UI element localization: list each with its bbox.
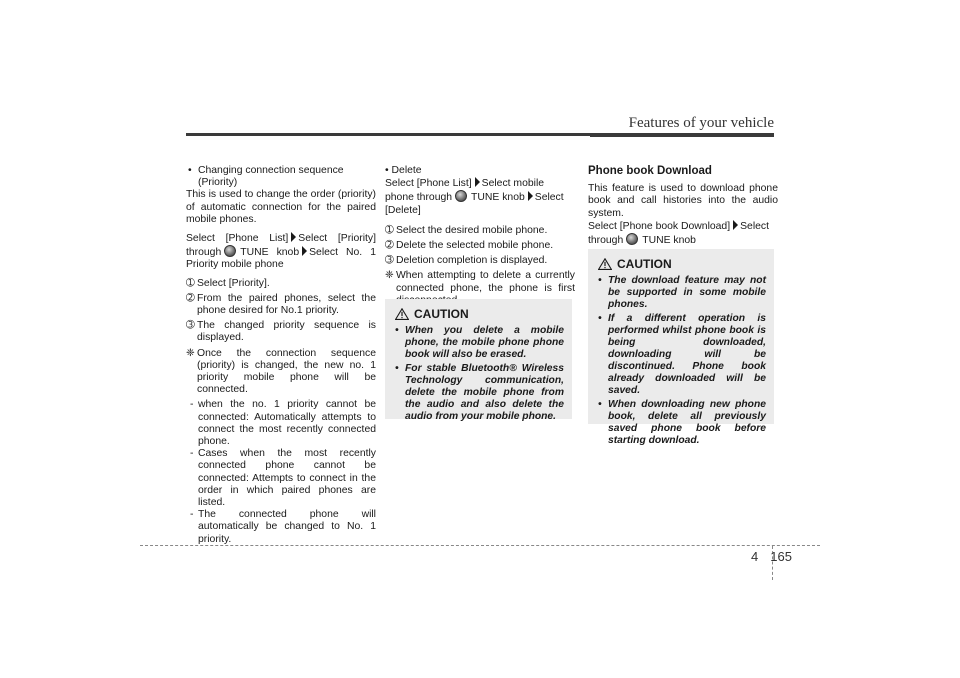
step-item <box>385 255 575 267</box>
dash-text: when the no. 1 priority cannot be connected: Automatically attempts to connect the most recently connected phone. <box>198 399 376 448</box>
step-text: Deletion completion is displayed. <box>396 255 548 267</box>
page-number <box>751 549 792 564</box>
section-heading: Phone book Download <box>588 165 712 177</box>
bullet-marker: • <box>188 165 192 176</box>
arrow-right-icon <box>291 232 296 242</box>
path-step: through <box>588 235 624 247</box>
caution-title: CAUTION <box>617 257 672 271</box>
chapter-number: 4 <box>751 549 759 564</box>
tune-knob-icon <box>224 245 236 257</box>
path-step: through <box>416 192 453 204</box>
caution-box-download <box>588 249 774 446</box>
caution-header <box>598 257 766 271</box>
section-bullet <box>186 165 376 189</box>
arrow-right-icon <box>733 220 738 230</box>
intro-text: This feature is used to download phone book and call histories into the audio system. <box>588 183 778 219</box>
menu-path <box>588 220 778 247</box>
path-step: TUNE knob <box>471 192 525 204</box>
arrow-right-icon <box>528 191 533 201</box>
step-number: ➁ <box>186 292 195 304</box>
menu-path <box>186 232 376 272</box>
step-text: From the paired phones, select the phone desired for No.1 priority. <box>197 292 376 317</box>
path-step: Select [Phone List] <box>186 233 289 245</box>
dash-text: Cases when the most recently connected phone cannot be connected: Attempts to connect in the order in which paired phones are listed. <box>198 448 376 509</box>
dash-text: The connected phone will automatically be changed to No. 1 priority. <box>198 509 376 545</box>
section-title: Changing connection sequence (Priority) <box>198 165 344 189</box>
caution-item: • If a different operation is performed whilst phone book is being downloaded, downloading will be discontinued. Phone book already downloaded will be saved. <box>598 313 766 396</box>
menu-path <box>385 177 575 217</box>
caution-item: • When downloading new phone book, delete all previously saved phone book before starting download. <box>598 399 766 446</box>
path-step: Select [Delete] <box>385 192 564 216</box>
section-title: Delete <box>391 165 422 176</box>
step-item <box>186 320 376 344</box>
tune-knob-icon <box>455 190 467 202</box>
step-number: ➀ <box>186 277 195 289</box>
step-text: Delete the selected mobile phone. <box>396 240 554 252</box>
caution-header <box>395 307 564 321</box>
warning-triangle-icon <box>395 308 409 320</box>
step-item <box>186 293 376 317</box>
dash-item: - The connected phone will automatically be changed to No. 1 priority. <box>190 509 376 545</box>
dash-item: - Cases when the most recently connected phone cannot be connected: Attempts to connect in the order in which paired phones are listed. <box>190 448 376 509</box>
step-number: ➀ <box>385 224 394 236</box>
path-step: through <box>186 247 222 259</box>
section-bullet: • Delete <box>385 165 422 176</box>
note-text: When attempting to delete a currently connected phone, the phone is first <box>396 270 575 294</box>
path-step: Select [Phone book Download] <box>588 220 731 232</box>
page-header-title: Features of your vehicle <box>628 115 774 131</box>
path-step: TUNE knob <box>240 247 300 259</box>
note-icon: ❈ <box>186 347 195 359</box>
path-step: Select No. 1 Priority mobile phone <box>186 247 376 271</box>
step-text: The changed priority sequence is displayed. <box>197 320 376 344</box>
caution-text: The download feature may not be supported in some mobile phones. <box>608 275 766 310</box>
path-step: Select [Priority] <box>298 233 376 245</box>
dash-item: - when the no. 1 priority cannot be connected: Automatically attempts to connect the most recently connected phone. <box>190 399 376 448</box>
step-number: ➂ <box>385 255 394 267</box>
caution-text: For stable Bluetooth® Wireless Technology communication, delete the mobile phone from the audio and also delete the audio from your mobile phone. <box>405 363 564 422</box>
caution-text: When you delete a mobile phone, the mobile phone phone book will also be erased. <box>405 325 564 360</box>
step-text: Select the desired mobile phone. <box>396 224 548 236</box>
column-phonebook <box>588 165 778 247</box>
column-delete <box>385 165 575 310</box>
path-step: Select <box>740 220 769 232</box>
header-rule-accent <box>590 133 774 137</box>
arrow-right-icon <box>475 177 480 187</box>
caution-box-delete <box>385 299 572 422</box>
footer-rule <box>140 545 820 546</box>
caution-text: If a different operation is performed whilst phone book is being downloaded, downloading will be discontinued. Phone book already downloaded will be saved. <box>608 313 766 396</box>
column-priority <box>186 165 376 546</box>
path-step: Select [Phone List] <box>385 178 472 190</box>
step-number: ➁ <box>385 240 394 252</box>
arrow-right-icon <box>302 246 307 256</box>
step-item <box>385 240 575 252</box>
caution-item: • For stable Bluetooth® Wireless Technology communication, delete the mobile phone from the audio and also delete the audio from your mobile phone. <box>395 363 564 422</box>
note-item <box>186 348 376 397</box>
path-step: Select mobile phone <box>385 178 545 204</box>
step-text: Select [Priority]. <box>197 277 270 289</box>
caution-item: • The download feature may not be supported in some mobile phones. <box>598 275 766 310</box>
page-number-value: 165 <box>770 549 792 564</box>
note-text: Once the connection sequence (priority) is changed, the new no. 1 priority mobile phone will be connected. <box>197 347 376 396</box>
step-item <box>186 278 376 290</box>
tune-knob-icon <box>626 233 638 245</box>
step-item <box>385 225 575 237</box>
step-number: ➂ <box>186 320 195 332</box>
caution-item: • When you delete a mobile phone, the mobile phone phone book will also be erased. <box>395 325 564 360</box>
caution-title: CAUTION <box>414 307 469 321</box>
intro-text: This is used to change the order (priority) of automatic connection for the paired mobile phones. <box>186 189 376 225</box>
caution-text: When downloading new phone book, delete all previously saved phone book before starting download. <box>608 399 766 446</box>
warning-triangle-icon <box>598 258 612 270</box>
path-step: TUNE knob <box>642 235 696 247</box>
note-icon: ❈ <box>385 270 394 282</box>
